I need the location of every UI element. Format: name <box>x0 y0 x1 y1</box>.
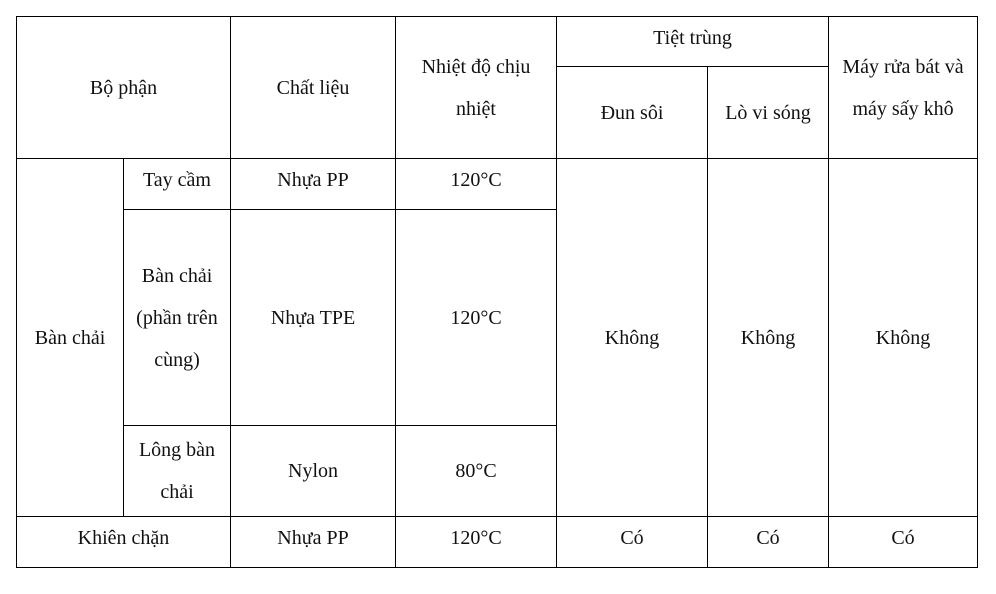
material-handle: Nhựa PP <box>231 159 396 210</box>
temp-brush-head: 120°C <box>396 210 557 426</box>
subpart-brush-head: Bàn chải (phần trên cùng) <box>124 210 231 426</box>
material-brush-head: Nhựa TPE <box>231 210 396 426</box>
header-material: Chất liệu <box>231 17 396 159</box>
shield-material: Nhựa PP <box>231 517 396 568</box>
temp-handle: 120°C <box>396 159 557 210</box>
header-part: Bộ phận <box>17 17 231 159</box>
shield-part: Khiên chặn <box>17 517 231 568</box>
material-bristles: Nylon <box>231 426 396 517</box>
brush-microwave-result: Không <box>708 159 829 517</box>
subpart-bristles: Lông bàn chải <box>124 426 231 517</box>
product-spec-table <box>16 16 978 568</box>
shield-dishwasher: Có <box>829 517 978 568</box>
header-sterilization: Tiệt trùng <box>557 17 829 67</box>
header-boiling: Đun sôi <box>557 67 708 159</box>
brush-boiling-result: Không <box>557 159 708 517</box>
brush-dishwasher-result: Không <box>829 159 978 517</box>
subpart-handle: Tay cầm <box>124 159 231 210</box>
brush-group-label: Bàn chải <box>17 159 124 517</box>
header-microwave: Lò vi sóng <box>708 67 829 159</box>
header-dishwasher: Máy rửa bát và máy sấy khô <box>829 17 978 159</box>
shield-temp: 120°C <box>396 517 557 568</box>
shield-microwave: Có <box>708 517 829 568</box>
temp-bristles: 80°C <box>396 426 557 517</box>
shield-boiling: Có <box>557 517 708 568</box>
header-heat-resistance: Nhiệt độ chịu nhiệt <box>396 17 557 159</box>
